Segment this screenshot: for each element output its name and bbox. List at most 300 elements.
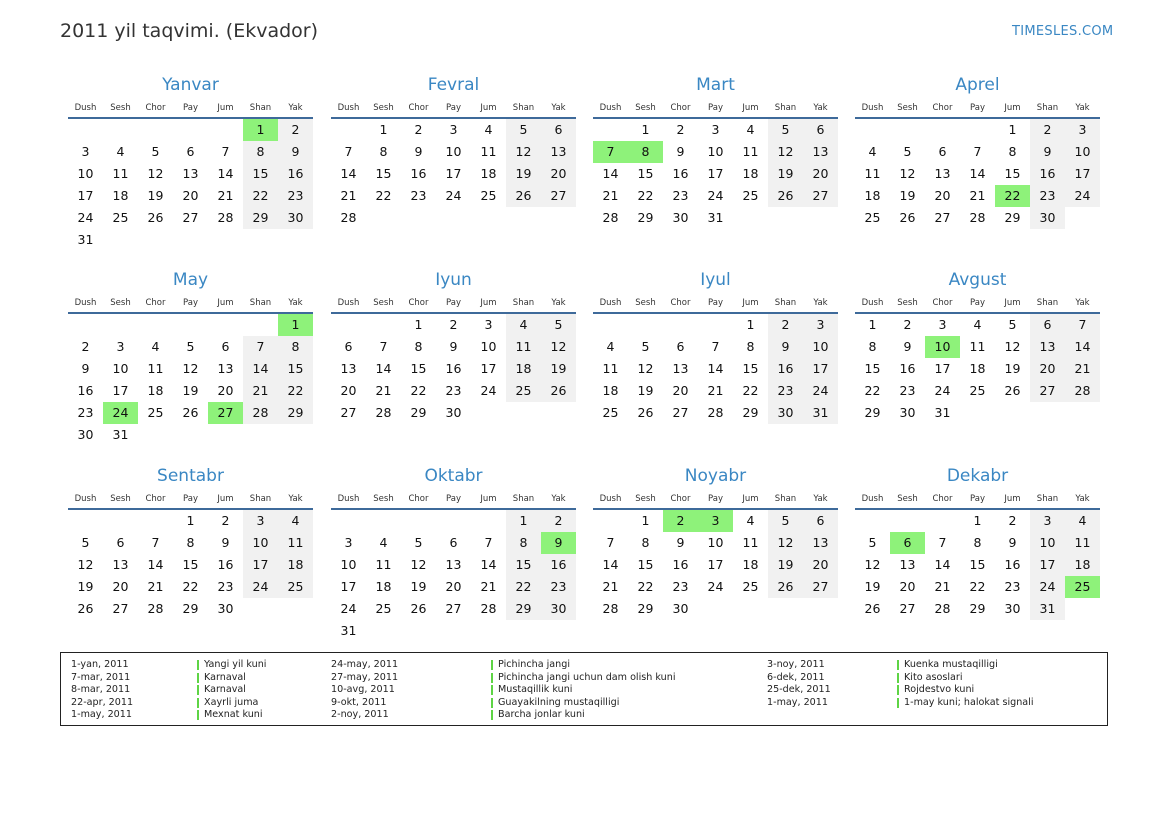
day-cell: 24 [445, 188, 462, 203]
day-cell: 17 [340, 579, 357, 594]
month-oktabr [331, 466, 576, 651]
day-cell: 29 [969, 601, 986, 616]
day-cell: 7 [938, 535, 947, 550]
weekday-header: Pay [970, 103, 985, 113]
legend-marker [491, 685, 493, 695]
day-cell: 30 [1004, 601, 1021, 616]
day-cell: 21 [969, 188, 986, 203]
month-fevral [331, 75, 576, 260]
weekday-header: Dush [861, 494, 884, 504]
weekday-header: Chor [670, 298, 691, 308]
day-cell: 1 [414, 317, 423, 332]
day-cell: 30 [1039, 210, 1056, 225]
day-cell: 9 [414, 144, 423, 159]
weekday-header: Sesh [635, 298, 656, 308]
weekday-header: Jum [217, 298, 234, 308]
day-cell: 17 [480, 361, 497, 376]
day-cell: 16 [77, 383, 94, 398]
day-cell: 10 [1074, 144, 1091, 159]
day-cell: 5 [519, 122, 528, 137]
weekday-header: Shan [512, 298, 535, 308]
day-cell: 6 [344, 339, 353, 354]
day-cell: 25 [969, 383, 986, 398]
day-cell: 9 [781, 339, 790, 354]
legend-date: 22-apr, 2011 [71, 696, 134, 708]
day-cell: 25 [742, 579, 759, 594]
day-cell: 17 [77, 188, 94, 203]
day-cell: 19 [637, 383, 654, 398]
legend-holiday-name: Kuenka mustaqilligi [904, 659, 998, 670]
weekday-header: Chor [932, 298, 953, 308]
legend-marker [197, 660, 199, 670]
day-cell: 4 [868, 144, 877, 159]
day-cell: 22 [864, 383, 881, 398]
day-cell: 18 [375, 579, 392, 594]
legend-date: 24-may, 2011 [331, 659, 399, 670]
day-cell: 22 [637, 188, 654, 203]
day-cell: 22 [637, 579, 654, 594]
day-cell: 24 [77, 210, 94, 225]
weekday-header: Dush [861, 298, 884, 308]
day-cell: 8 [641, 535, 650, 550]
day-cell: 21 [340, 188, 357, 203]
day-cell: 30 [445, 405, 462, 420]
day-cell: 19 [550, 361, 567, 376]
day-cell: 11 [1074, 535, 1091, 550]
day-cell: 26 [77, 601, 94, 616]
day-cell: 30 [672, 210, 689, 225]
day-cell: 19 [182, 383, 199, 398]
day-cell: 20 [899, 579, 916, 594]
day-cell: 11 [515, 339, 532, 354]
day-cell: 3 [816, 317, 825, 332]
day-cell: 10 [340, 557, 357, 572]
day-cell: 5 [1008, 317, 1017, 332]
day-cell: 1 [868, 317, 877, 332]
day-cell: 18 [602, 383, 619, 398]
day-cell: 23 [445, 383, 462, 398]
legend-date: 10-avg, 2011 [331, 684, 395, 696]
day-cell: 17 [112, 383, 129, 398]
day-cell: 5 [641, 339, 650, 354]
weekday-header: Sesh [897, 103, 918, 113]
weekday-header: Shan [249, 494, 272, 504]
weekday-header: Pay [183, 494, 198, 504]
legend-holiday-name: Pichincha jangi uchun dam olish kuni [498, 671, 676, 683]
day-cell: 26 [550, 383, 567, 398]
day-cell: 20 [812, 166, 829, 181]
day-cell: 20 [112, 579, 129, 594]
weekday-header: Dush [599, 103, 622, 113]
day-cell: 23 [287, 188, 304, 203]
month-name: Aprel [955, 75, 1000, 95]
day-cell: 2 [1043, 122, 1052, 137]
day-cell: 17 [707, 166, 724, 181]
day-cell: 27 [340, 405, 357, 420]
day-cell: 13 [550, 144, 567, 159]
day-cell: 25 [112, 210, 129, 225]
day-cell: 3 [256, 513, 265, 528]
day-cell: 29 [287, 405, 304, 420]
day-cell: 8 [973, 535, 982, 550]
day-cell: 8 [186, 535, 195, 550]
day-cell: 15 [182, 557, 199, 572]
day-cell: 7 [711, 339, 720, 354]
day-cell: 16 [777, 361, 794, 376]
day-cell: 17 [1074, 166, 1091, 181]
day-cell: 21 [252, 383, 269, 398]
day-cell: 10 [445, 144, 462, 159]
day-cell: 15 [1004, 166, 1021, 181]
day-cell: 10 [812, 339, 829, 354]
day-cell: 13 [112, 557, 129, 572]
legend-date: 7-mar, 2011 [71, 671, 131, 683]
day-cell: 25 [375, 601, 392, 616]
weekday-header: Yak [288, 298, 303, 308]
day-cell: 3 [938, 317, 947, 332]
legend-date: 8-mar, 2011 [71, 684, 131, 696]
legend-holiday-name: Yangi yil kuni [204, 659, 267, 670]
day-cell: 9 [676, 144, 685, 159]
weekday-header: Yak [1075, 494, 1090, 504]
day-cell: 21 [217, 188, 234, 203]
day-cell: 15 [252, 166, 269, 181]
weekday-header: Sesh [635, 103, 656, 113]
day-cell: 15 [287, 361, 304, 376]
day-cell: 16 [217, 557, 234, 572]
day-cell: 17 [707, 557, 724, 572]
day-cell: 19 [777, 166, 794, 181]
day-cell: 24 [340, 601, 357, 616]
day-cell: 25 [287, 579, 304, 594]
legend-marker [491, 698, 493, 708]
day-cell: 28 [340, 210, 357, 225]
weekday-header: Chor [932, 103, 953, 113]
day-cell: 31 [1039, 601, 1056, 616]
legend-holiday-name: 1-may kuni; halokat signali [904, 696, 1034, 708]
day-cell: 23 [77, 405, 94, 420]
day-cell: 20 [182, 188, 199, 203]
day-cell: 10 [112, 361, 129, 376]
day-cell: 8 [414, 339, 423, 354]
day-cell: 18 [147, 383, 164, 398]
day-cell: 21 [707, 383, 724, 398]
day-cell: 6 [554, 122, 563, 137]
day-cell: 22 [375, 188, 392, 203]
day-cell: 29 [515, 601, 532, 616]
day-cell: 6 [186, 144, 195, 159]
weekday-header: Yak [1075, 298, 1090, 308]
day-cell: 14 [252, 361, 269, 376]
day-cell: 7 [151, 535, 160, 550]
day-cell: 12 [899, 166, 916, 181]
day-cell: 26 [147, 210, 164, 225]
day-cell: 11 [147, 361, 164, 376]
weekday-header: Pay [970, 298, 985, 308]
weekday-header: Shan [1036, 103, 1059, 113]
day-cell: 4 [606, 339, 615, 354]
day-cell: 26 [777, 188, 794, 203]
day-cell: 12 [1004, 339, 1021, 354]
day-cell: 23 [550, 579, 567, 594]
day-cell: 8 [256, 144, 265, 159]
month-name: Avgust [948, 270, 1007, 290]
weekday-header: Chor [408, 298, 429, 308]
day-cell: 1 [973, 513, 982, 528]
day-cell: 8 [379, 144, 388, 159]
month-noyabr [593, 466, 838, 651]
page-title: 2011 yil taqvimi. (Ekvador) [60, 20, 318, 42]
weekday-header: Chor [670, 103, 691, 113]
day-cell: 20 [672, 383, 689, 398]
day-cell: 28 [217, 210, 234, 225]
day-cell: 19 [410, 579, 427, 594]
day-cell: 17 [812, 361, 829, 376]
day-cell: 4 [746, 513, 755, 528]
day-cell: 16 [287, 166, 304, 181]
weekday-header: Jum [217, 494, 234, 504]
legend-date: 9-okt, 2011 [331, 696, 387, 708]
day-cell: 21 [375, 383, 392, 398]
day-cell: 3 [81, 144, 90, 159]
day-cell: 13 [812, 144, 829, 159]
day-cell: 5 [903, 144, 912, 159]
day-cell: 2 [676, 122, 685, 137]
day-cell: 23 [1039, 188, 1056, 203]
day-cell: 5 [554, 317, 563, 332]
day-cell: 11 [742, 535, 759, 550]
day-cell: 22 [515, 579, 532, 594]
day-cell: 8 [519, 535, 528, 550]
day-cell: 30 [550, 601, 567, 616]
day-cell: 18 [742, 166, 759, 181]
weekday-header: Sesh [373, 103, 394, 113]
day-cell: 21 [602, 579, 619, 594]
legend-date: 25-dek, 2011 [767, 684, 831, 696]
legend-marker [491, 660, 493, 670]
holiday-legend [60, 652, 1108, 726]
day-cell: 12 [777, 535, 794, 550]
weekday-header: Shan [512, 494, 535, 504]
legend-marker [491, 710, 493, 720]
weekday-header: Yak [1075, 103, 1090, 113]
month-may [68, 270, 313, 455]
day-cell: 12 [182, 361, 199, 376]
day-cell: 27 [899, 601, 916, 616]
day-cell: 6 [449, 535, 458, 550]
day-cell: 25 [864, 210, 881, 225]
day-cell: 28 [934, 601, 951, 616]
day-cell: 9 [903, 339, 912, 354]
day-cell: 5 [781, 122, 790, 137]
legend-date: 1-may, 2011 [71, 709, 132, 721]
day-cell: 20 [934, 188, 951, 203]
day-cell: 19 [147, 188, 164, 203]
month-iyul [593, 270, 838, 455]
holiday-day-cell: 9 [541, 532, 576, 554]
day-cell: 13 [899, 557, 916, 572]
weekday-header: Dush [599, 494, 622, 504]
day-cell: 7 [256, 339, 265, 354]
day-cell: 15 [864, 361, 881, 376]
legend-date: 6-dek, 2011 [767, 671, 825, 683]
day-cell: 26 [899, 210, 916, 225]
weekday-header: Jum [1004, 298, 1021, 308]
day-cell: 9 [1043, 144, 1052, 159]
day-cell: 8 [746, 339, 755, 354]
day-cell: 12 [515, 144, 532, 159]
day-cell: 15 [637, 557, 654, 572]
holiday-day-cell: 27 [208, 402, 243, 424]
day-cell: 7 [606, 535, 615, 550]
day-cell: 22 [742, 383, 759, 398]
holiday-day-cell: 3 [698, 510, 733, 532]
day-cell: 4 [746, 122, 755, 137]
day-cell: 23 [672, 188, 689, 203]
day-cell: 3 [449, 122, 458, 137]
day-cell: 13 [445, 557, 462, 572]
day-cell: 12 [777, 144, 794, 159]
weekday-header: Chor [408, 494, 429, 504]
day-cell: 31 [112, 427, 129, 442]
weekday-header: Chor [408, 103, 429, 113]
day-cell: 4 [116, 144, 125, 159]
day-cell: 2 [291, 122, 300, 137]
weekday-header: Sesh [373, 494, 394, 504]
day-cell: 3 [484, 317, 493, 332]
day-cell: 23 [899, 383, 916, 398]
day-cell: 27 [672, 405, 689, 420]
day-cell: 19 [515, 166, 532, 181]
day-cell: 24 [1074, 188, 1091, 203]
day-cell: 27 [1039, 383, 1056, 398]
brand-link[interactable]: TIMESLES.COM [1012, 24, 1114, 39]
day-cell: 14 [969, 166, 986, 181]
day-cell: 29 [410, 405, 427, 420]
day-cell: 13 [217, 361, 234, 376]
day-cell: 2 [1008, 513, 1017, 528]
day-cell: 30 [899, 405, 916, 420]
legend-holiday-name: Karnaval [204, 684, 246, 696]
legend-date: 27-may, 2011 [331, 671, 399, 683]
month-name: Sentabr [157, 466, 224, 486]
weekday-header: Dush [337, 494, 360, 504]
day-cell: 21 [934, 579, 951, 594]
day-cell: 11 [742, 144, 759, 159]
day-cell: 17 [1039, 557, 1056, 572]
day-cell: 6 [116, 535, 125, 550]
day-cell: 7 [379, 339, 388, 354]
day-cell: 28 [252, 405, 269, 420]
day-cell: 17 [252, 557, 269, 572]
legend-date: 3-noy, 2011 [767, 659, 825, 670]
day-cell: 27 [445, 601, 462, 616]
day-cell: 6 [1043, 317, 1052, 332]
day-cell: 29 [182, 601, 199, 616]
legend-date: 2-noy, 2011 [331, 709, 389, 721]
weekday-header: Sesh [897, 494, 918, 504]
day-cell: 3 [1078, 122, 1087, 137]
month-name: Iyul [700, 270, 731, 290]
day-cell: 23 [777, 383, 794, 398]
weekday-header: Sesh [110, 298, 131, 308]
day-cell: 7 [973, 144, 982, 159]
month-name: Oktabr [424, 466, 483, 486]
day-cell: 5 [186, 339, 195, 354]
weekday-header: Yak [813, 103, 828, 113]
month-mart [593, 75, 838, 260]
legend-date: 1-yan, 2011 [71, 659, 129, 670]
weekday-header: Shan [512, 103, 535, 113]
day-cell: 26 [864, 601, 881, 616]
day-cell: 14 [1074, 339, 1091, 354]
holiday-day-cell: 25 [1065, 576, 1100, 598]
day-cell: 12 [550, 339, 567, 354]
day-cell: 15 [637, 166, 654, 181]
day-cell: 27 [812, 579, 829, 594]
day-cell: 30 [777, 405, 794, 420]
day-cell: 19 [777, 557, 794, 572]
day-cell: 11 [112, 166, 129, 181]
day-cell: 13 [672, 361, 689, 376]
day-cell: 10 [252, 535, 269, 550]
day-cell: 27 [934, 210, 951, 225]
day-cell: 13 [812, 535, 829, 550]
day-cell: 9 [1008, 535, 1017, 550]
weekday-header: Jum [480, 298, 497, 308]
day-cell: 31 [340, 623, 357, 638]
day-cell: 26 [777, 579, 794, 594]
day-cell: 20 [1039, 361, 1056, 376]
day-cell: 18 [480, 166, 497, 181]
day-cell: 9 [81, 361, 90, 376]
day-cell: 13 [340, 361, 357, 376]
day-cell: 22 [969, 579, 986, 594]
day-cell: 13 [182, 166, 199, 181]
day-cell: 11 [864, 166, 881, 181]
day-cell: 15 [515, 557, 532, 572]
holiday-day-cell: 24 [103, 402, 138, 424]
day-cell: 16 [1039, 166, 1056, 181]
holiday-day-cell: 1 [243, 119, 278, 141]
day-cell: 16 [410, 166, 427, 181]
legend-holiday-name: Karnaval [204, 671, 246, 683]
weekday-header: Pay [708, 103, 723, 113]
day-cell: 16 [899, 361, 916, 376]
day-cell: 31 [77, 232, 94, 247]
day-cell: 5 [868, 535, 877, 550]
day-cell: 2 [81, 339, 90, 354]
month-dekabr [855, 466, 1100, 651]
day-cell: 11 [480, 144, 497, 159]
day-cell: 17 [934, 361, 951, 376]
weekday-header: Dush [74, 298, 97, 308]
weekday-header: Chor [145, 103, 166, 113]
day-cell: 19 [899, 188, 916, 203]
weekday-header: Shan [1036, 298, 1059, 308]
day-cell: 1 [746, 317, 755, 332]
day-cell: 22 [252, 188, 269, 203]
header-rule [68, 312, 313, 314]
day-cell: 13 [934, 166, 951, 181]
day-cell: 2 [221, 513, 230, 528]
legend-holiday-name: Barcha jonlar kuni [498, 709, 585, 721]
legend-marker [197, 673, 199, 683]
month-aprel [855, 75, 1100, 260]
day-cell: 20 [550, 166, 567, 181]
day-cell: 4 [291, 513, 300, 528]
day-cell: 14 [375, 361, 392, 376]
